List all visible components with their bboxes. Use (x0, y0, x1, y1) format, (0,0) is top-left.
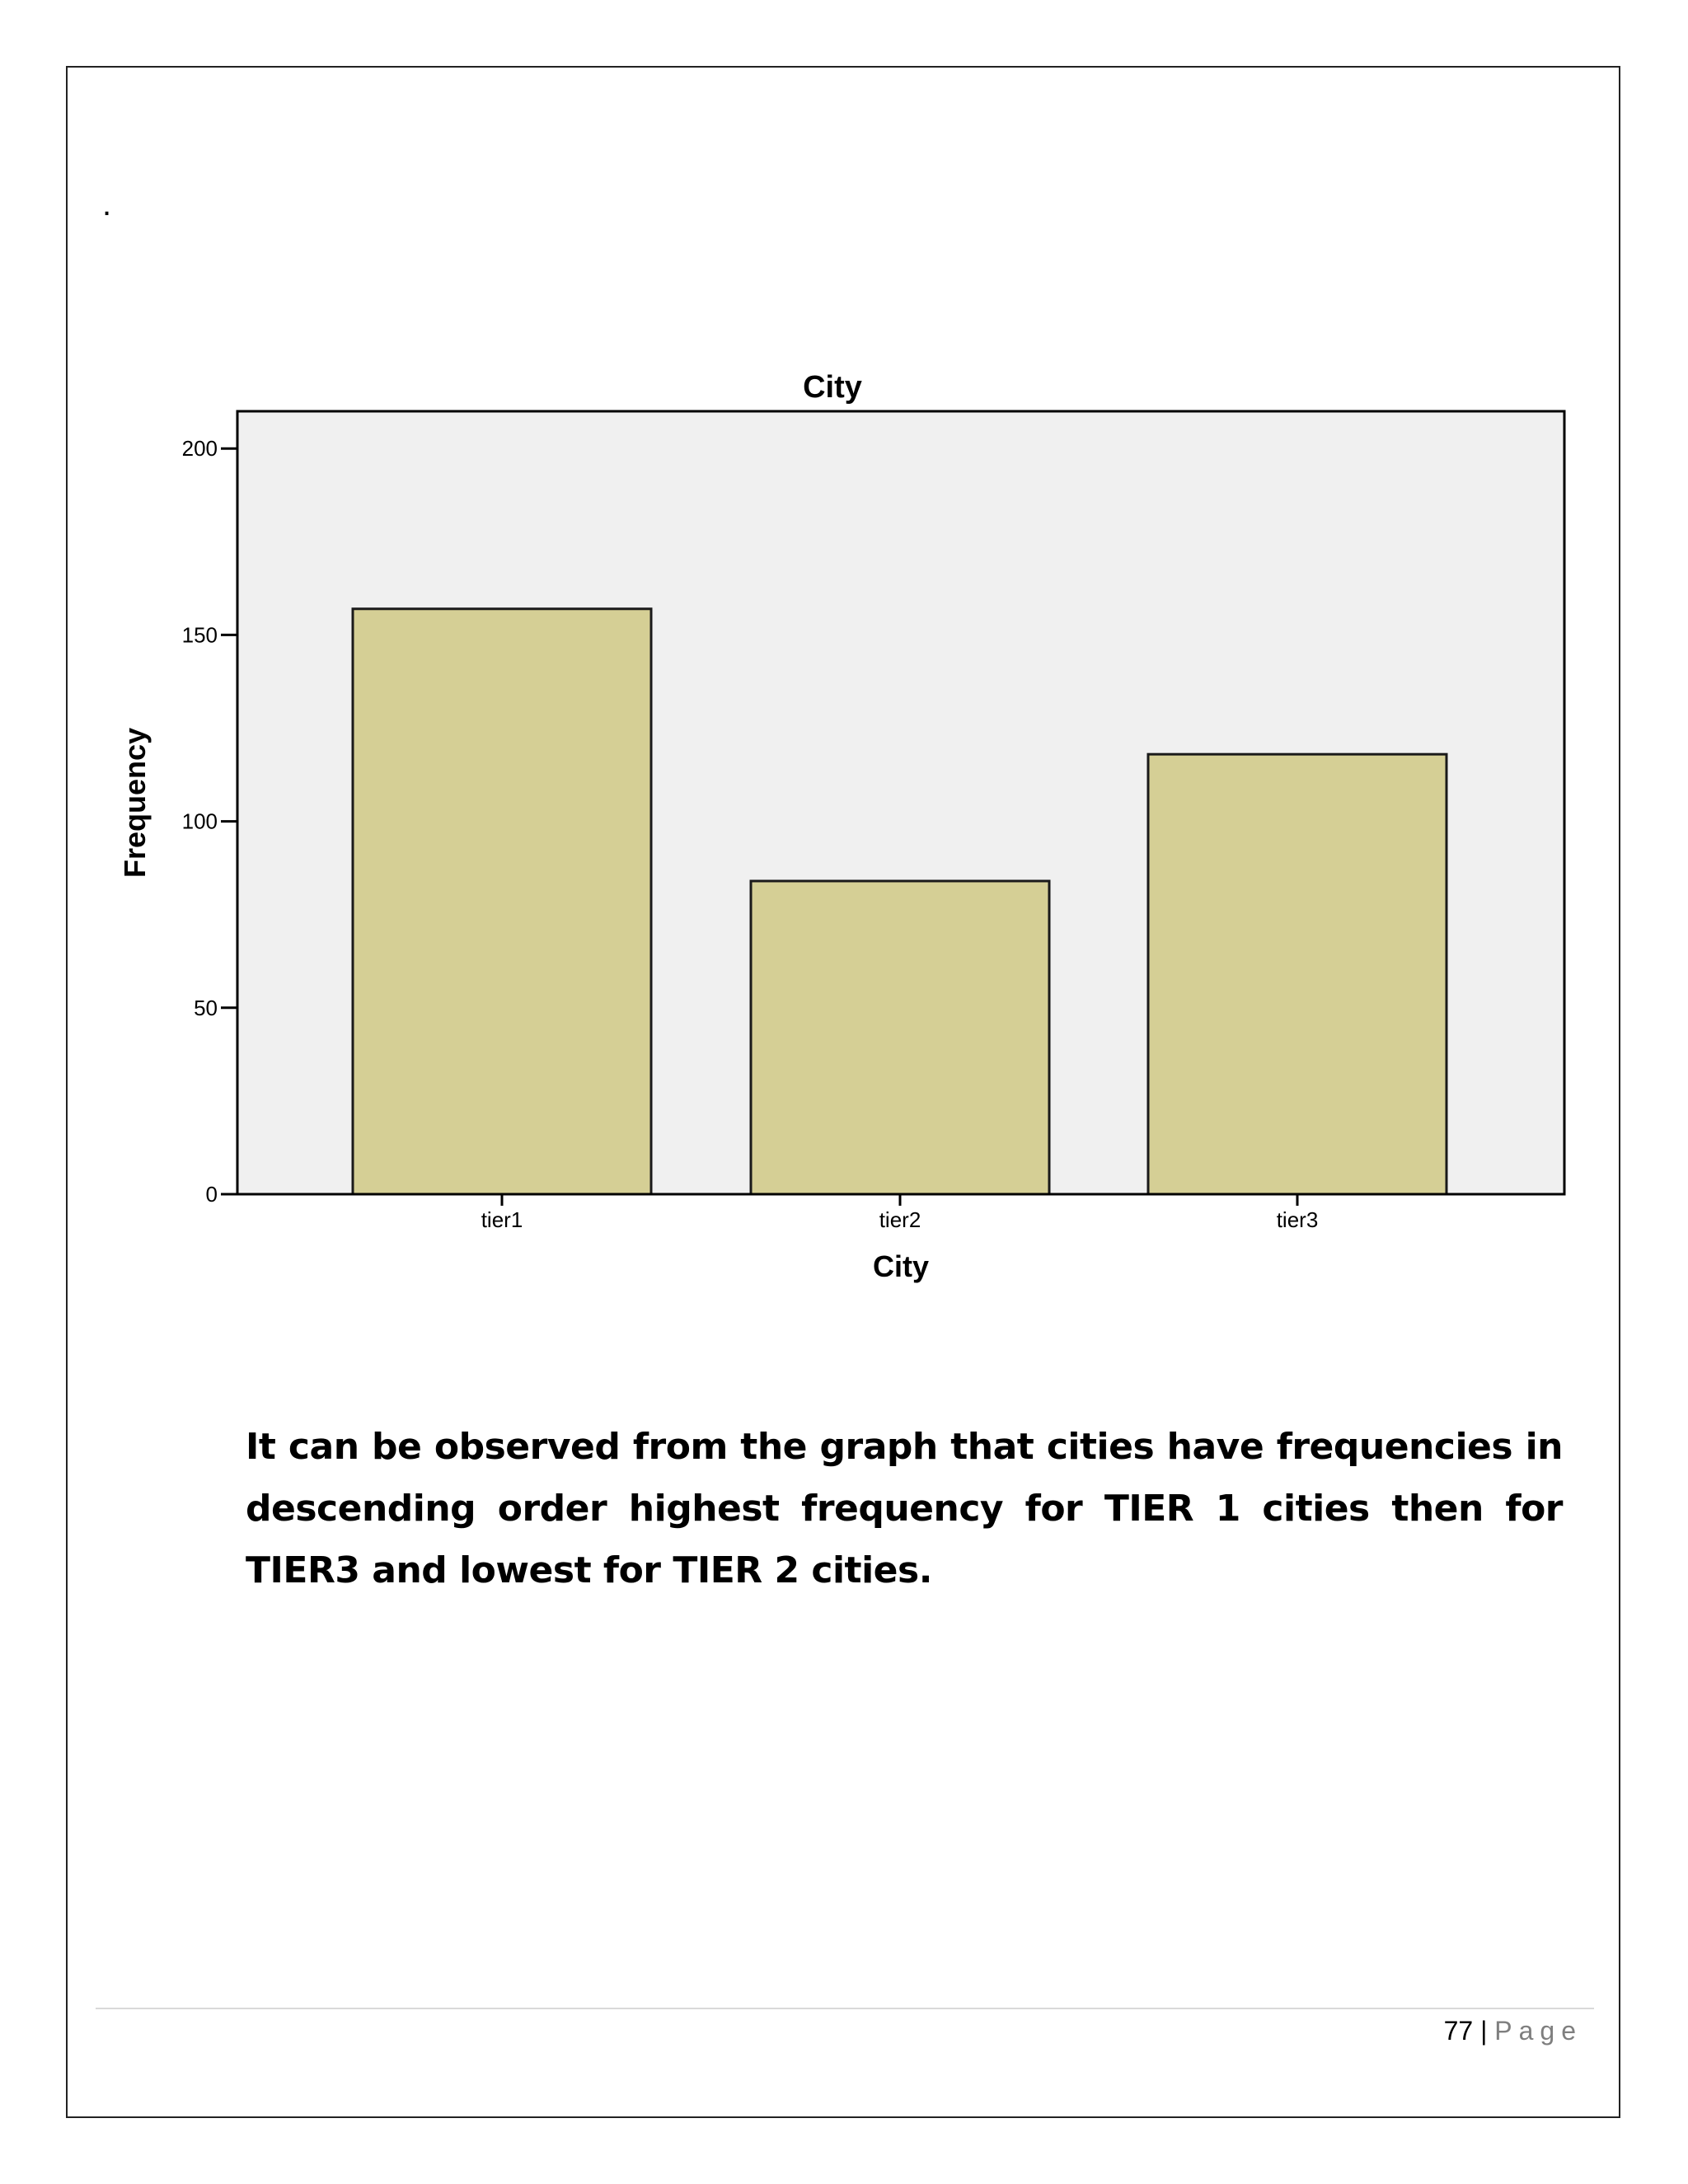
y-tick-label-150: 150 (181, 622, 218, 648)
page-number: 77 (1443, 2016, 1474, 2046)
bar-tier2 (751, 881, 1049, 1194)
page-footer (1444, 2013, 1582, 2049)
page-word: Page (1494, 2016, 1582, 2046)
y-tick-label-50: 50 (194, 995, 218, 1020)
footer-rule (96, 2008, 1594, 2009)
x-tick-label-tier2: tier2 (879, 1207, 921, 1232)
x-tick-label-tier1: tier1 (481, 1207, 523, 1232)
y-axis-label: Frequency (118, 727, 152, 879)
body-paragraph: It can be observed from the graph that cities have frequencies in descending order highest frequency for TIER 1 cities then for TIER3 and lowest for TIER 2 cities. (246, 1426, 1563, 1591)
x-axis-label: City (872, 1249, 930, 1283)
bar-tier3 (1148, 754, 1447, 1194)
chart-title: City (803, 370, 862, 405)
y-tick-label-200: 200 (181, 436, 218, 462)
stray-dot: . (102, 186, 112, 223)
footer-separator: | (1480, 2016, 1488, 2046)
y-tick-label-100: 100 (181, 808, 218, 834)
bar-tier1 (353, 609, 651, 1194)
x-tick-label-tier3: tier3 (1276, 1207, 1319, 1232)
y-tick-label-0: 0 (205, 1182, 218, 1207)
